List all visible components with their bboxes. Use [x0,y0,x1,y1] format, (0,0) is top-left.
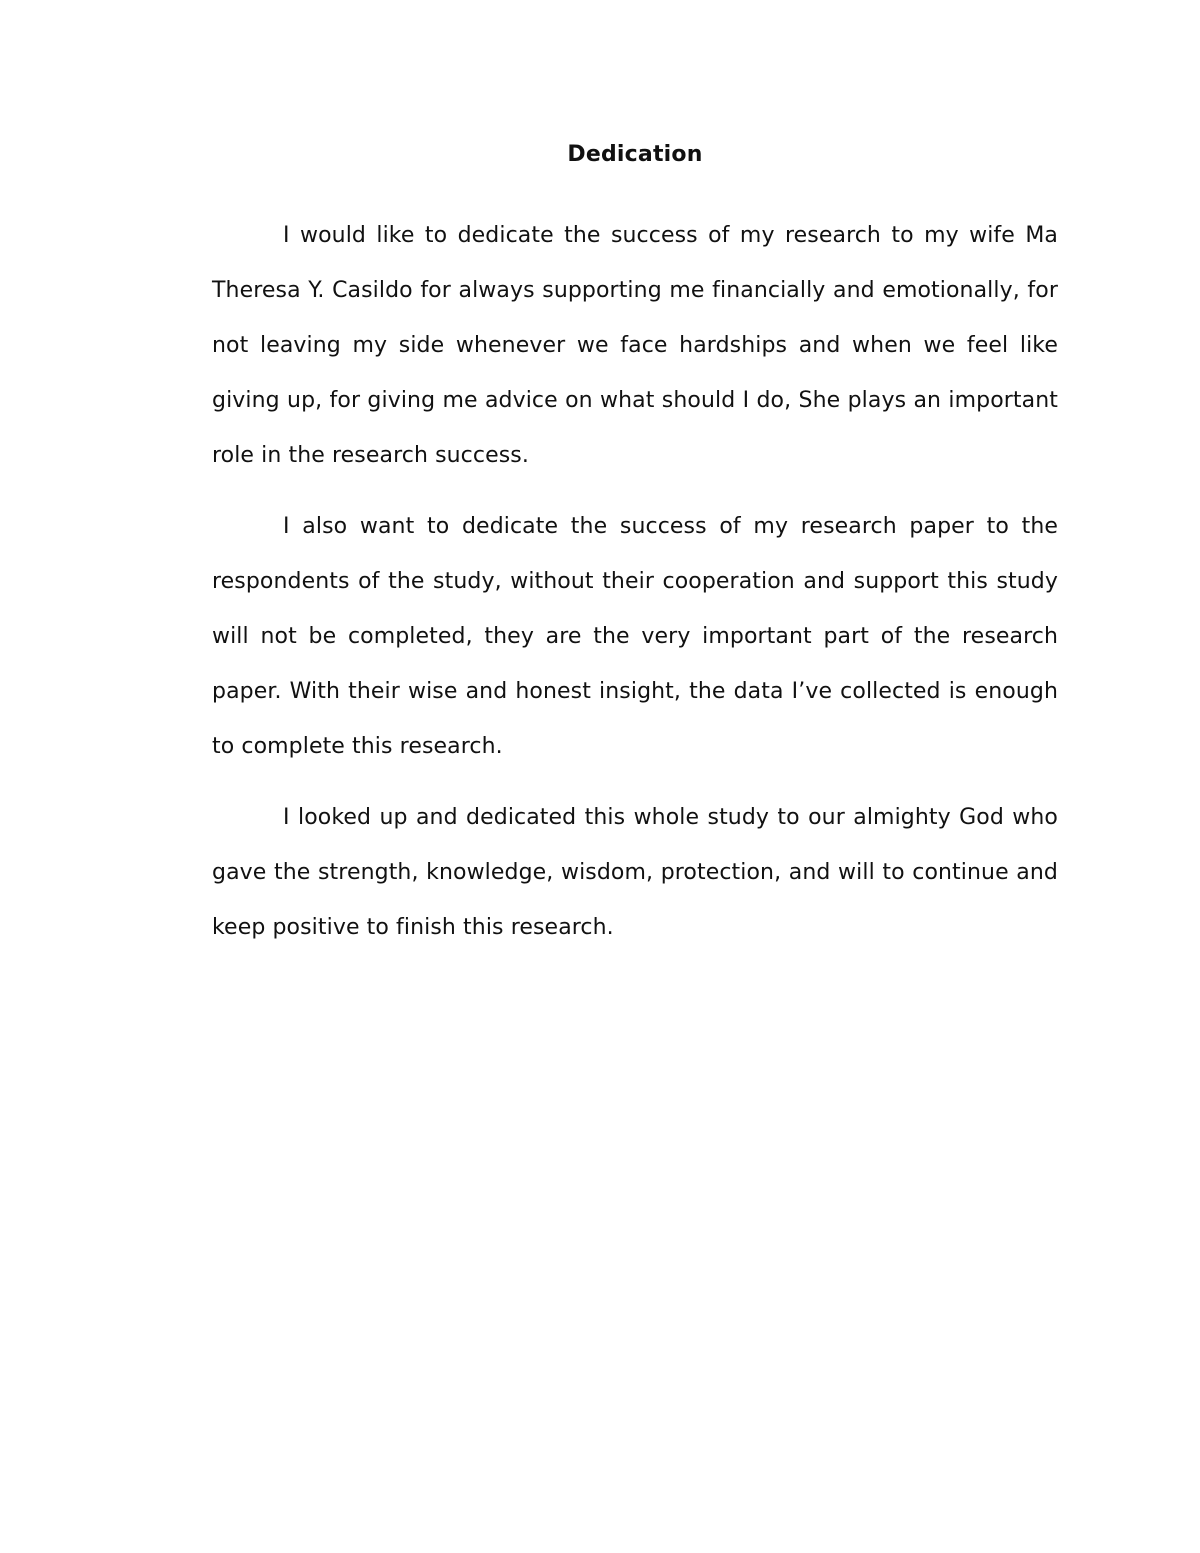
paragraph-respondents: I also want to dedicate the success of my research paper to the respondents of the study, without their cooperation and support this study will not be completed, they are the very important part of the research paper. With their wise and honest insight, the data I’ve collected is enough to complete this research. [212,514,1058,759]
page-title: Dedication [567,142,703,167]
paragraph-god: I looked up and dedicated this whole study to our almighty God who gave the strength, knowledge, wisdom, protection, and will to continue and keep positive to finish this research. [212,805,1058,940]
document-body [212,138,1058,971]
paragraph-wife: I would like to dedicate the success of my research to my wife Ma Theresa Y. Casildo for always supporting me financially and emotionally, for not leaving my side whenever we face hardships and when we feel like giving up, for giving me advice on what should I do, She plays an important role in the research success. [212,223,1058,468]
